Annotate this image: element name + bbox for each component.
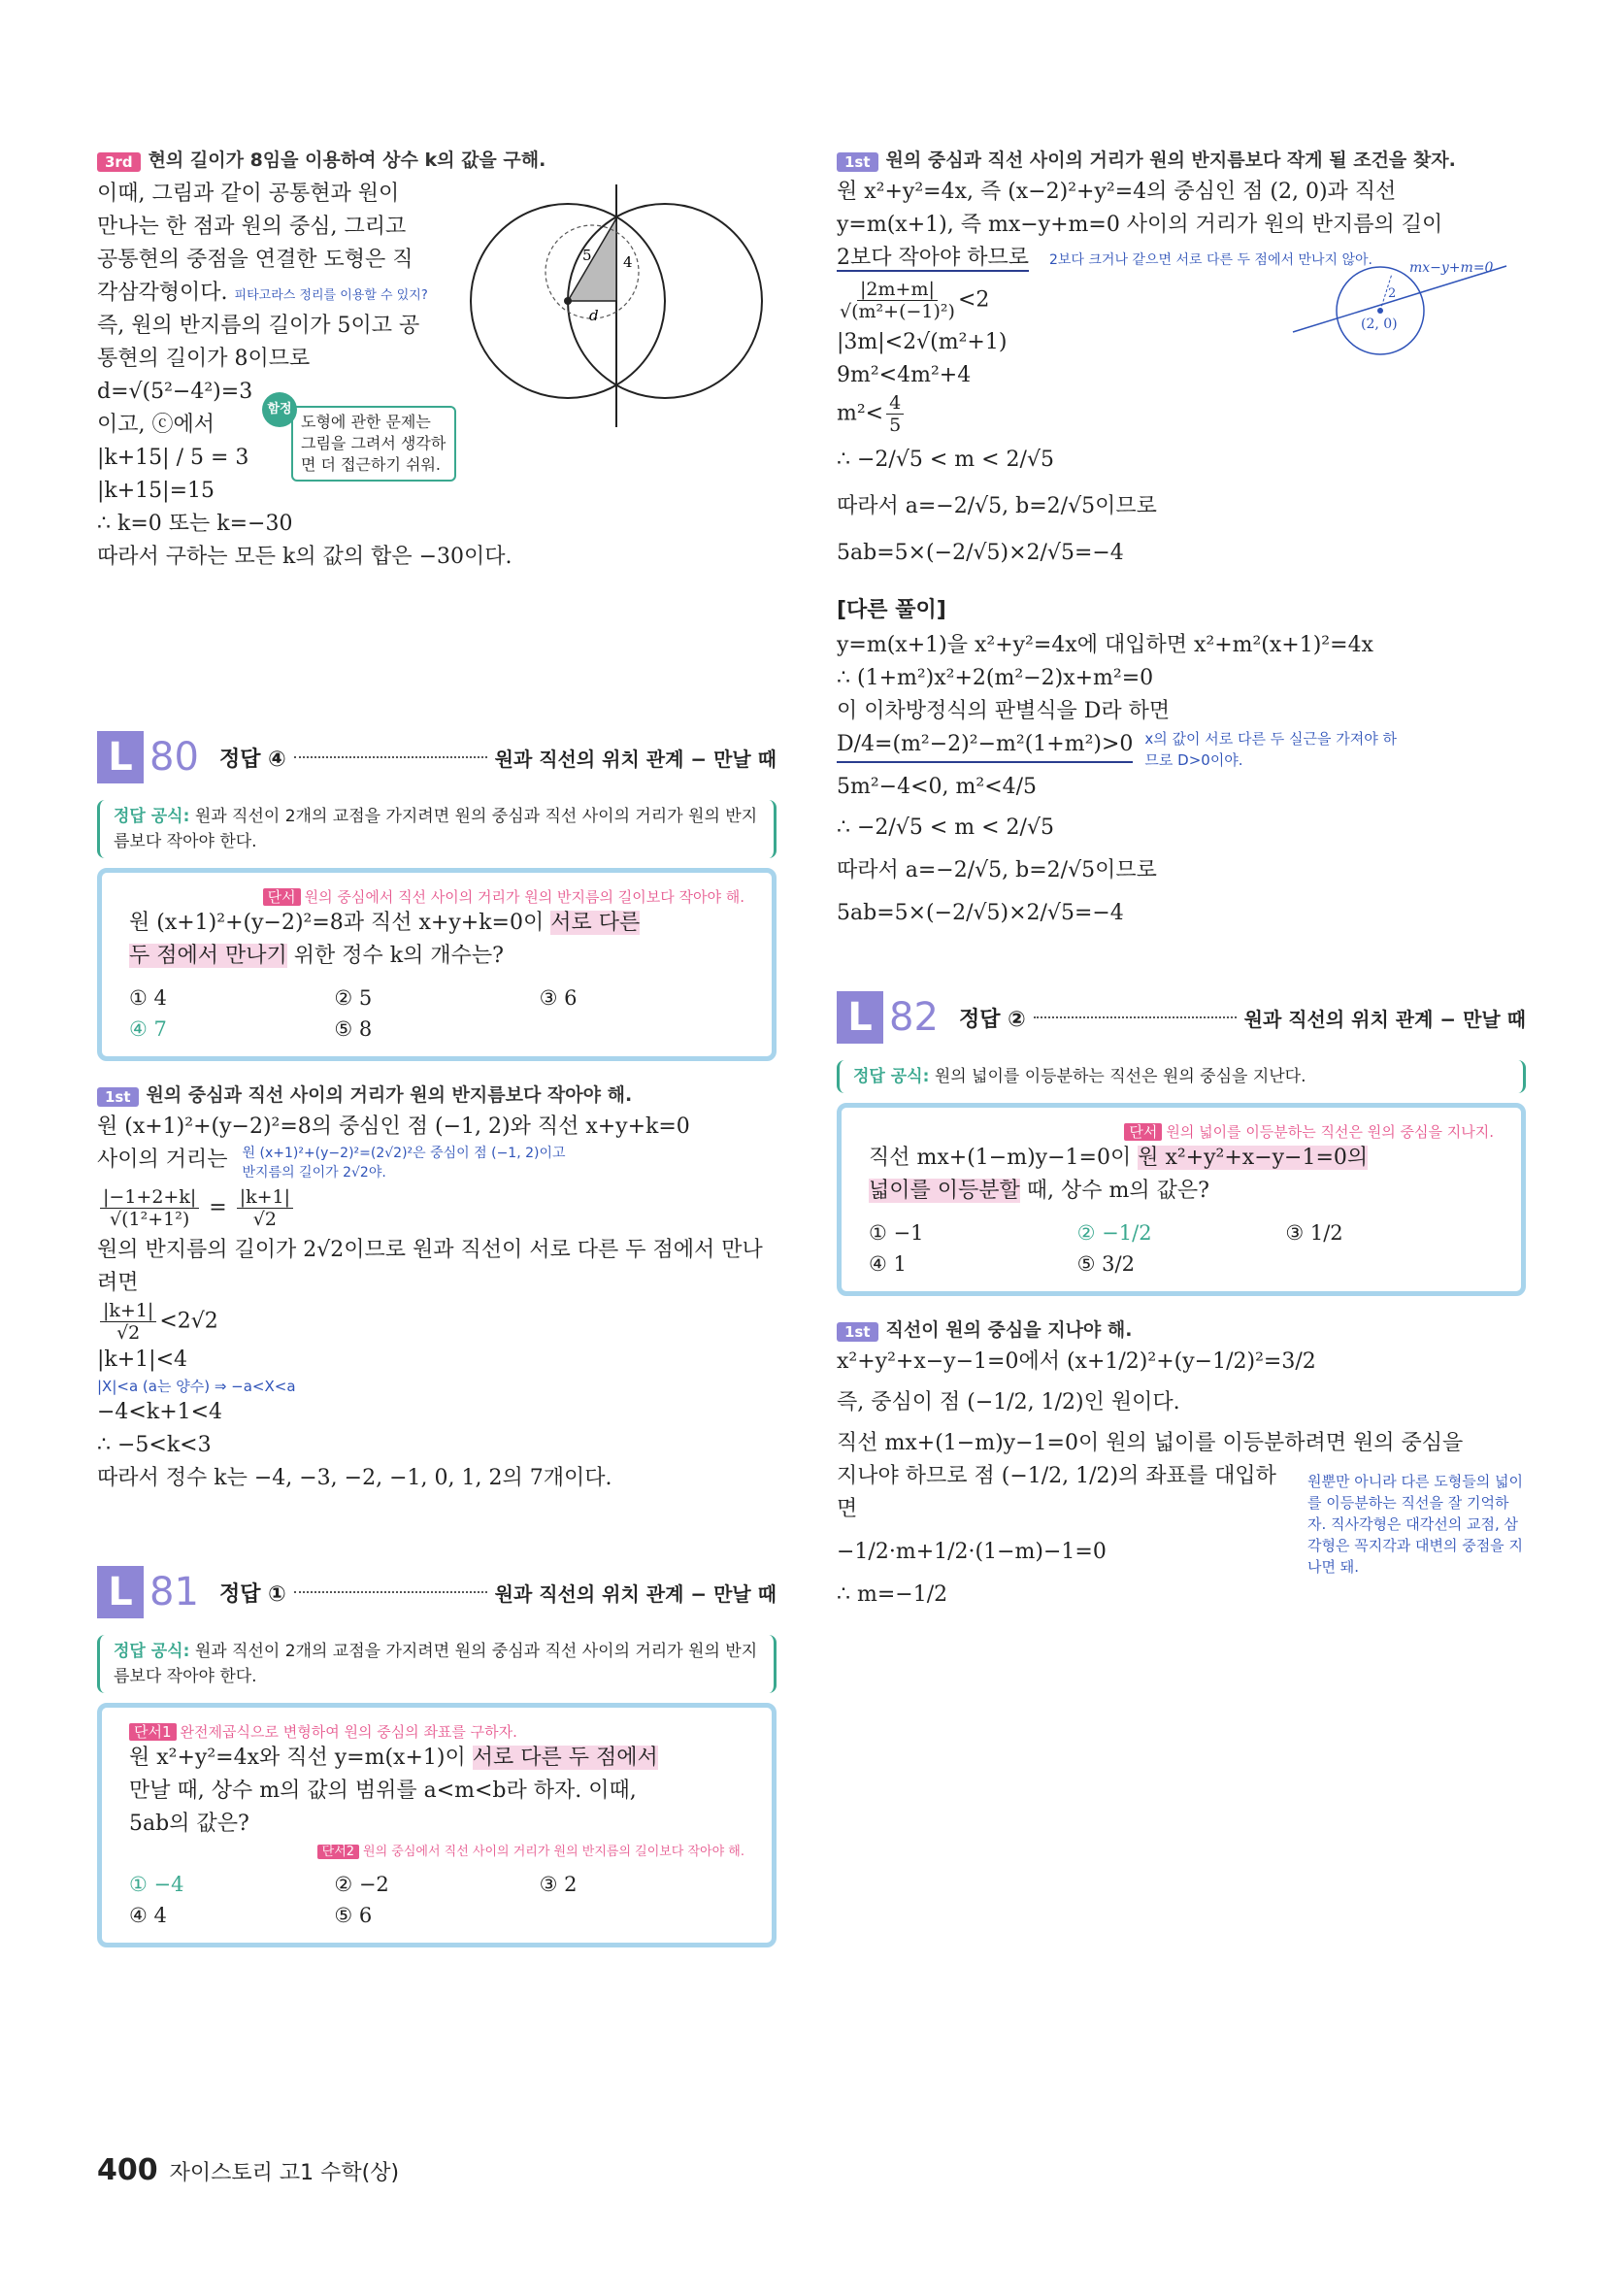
- equation: ∴ (1+m²)x²+2(m²−2)x+m²=0: [837, 666, 1154, 690]
- equation: 5ab=5×(−2/√5)×2/√5=−4: [837, 901, 1124, 925]
- l-badge: L: [97, 1566, 144, 1618]
- equation: d=√(5²−4²)=3: [97, 380, 253, 404]
- text-line: 즉, 중심이 점 (−1/2, 1/2)인 원이다.: [837, 1390, 1180, 1414]
- center-label: (2, 0): [1361, 316, 1398, 332]
- equation: $\frac{|2m+m|}{\text{√(m²+(−1)²)}}$ <2: [840, 279, 990, 322]
- question-text: 직선 mx+(1−m)y−1=0이 원 x²+y²+x−y−1=0의 넓이를 이등분할 때, 상수 m의 값은?: [869, 1146, 1369, 1203]
- problem-header-l81: [97, 1563, 777, 1621]
- equation: ∴ k=0 또는 k=−30: [97, 512, 293, 536]
- other-solution: [837, 629, 1526, 930]
- choice-3[interactable]: ③ 2: [539, 1873, 578, 1896]
- text-line: 원 x²+y²=4x, 즉 (x−2)²+y²=4의 중심인 점 (2, 0)과 직선: [837, 180, 1397, 204]
- problem-number: 80: [149, 735, 199, 780]
- callout-text: 도형에 관한 문제는 그림을 그려서 생각하면 더 접근하기 쉬워.: [291, 406, 456, 482]
- choice-3[interactable]: ③ 1/2: [1285, 1221, 1343, 1245]
- text-line: 이 이차방정식의 판별식을 D라 하면: [837, 699, 1171, 723]
- equation: $\frac{|-1+2+k|}{\text{√(1²+1²)}}$ = $\frac{|k+1|}{√2}$: [97, 1186, 777, 1230]
- step-tag: 1st: [837, 152, 878, 172]
- step-tag: 1st: [837, 1322, 878, 1342]
- equation: |k+1|<4: [97, 1348, 188, 1372]
- side-note: 2보다 크거나 같으면 서로 다른 두 점에서 만나지 않아.: [1049, 252, 1372, 268]
- equation: ∴ −5<k<3: [97, 1433, 212, 1457]
- text-line: 각삼각형이다.: [97, 281, 228, 305]
- equation: |k+15|=15: [97, 479, 215, 503]
- choices: [869, 1221, 1494, 1276]
- equation: ∴ −2/√5 < m < 2/√5: [837, 448, 1054, 472]
- l-badge: L: [837, 991, 883, 1044]
- topic-label: 원과 직선의 위치 관계 − 만날 때: [1243, 1007, 1526, 1031]
- equation: |k+15| / 5 = 3: [97, 446, 249, 470]
- leader-dots: [294, 1591, 487, 1593]
- question-box-l82: [837, 1103, 1526, 1296]
- conclusion: 따라서 구하는 모든 k의 값의 합은 −30이다.: [97, 545, 512, 569]
- answer-label: 정답 ②: [959, 1007, 1026, 1032]
- text-line: 지나야 하므로 점 (−1/2, 1/2)의 좌표를 대입하면: [837, 1464, 1276, 1521]
- equation: −4<k+1<4: [97, 1400, 223, 1424]
- step-tag: 3rd: [97, 152, 141, 172]
- radius-label: 2: [1388, 286, 1397, 301]
- text-line: y=m(x+1)을 x²+y²=4x에 대입하면 x²+m²(x+1)²=4x: [837, 633, 1373, 657]
- step-tag: 1st: [97, 1087, 139, 1107]
- text-line: 만나는 한 점과 원의 중심, 그리고: [97, 215, 407, 239]
- step3-section: [97, 146, 777, 631]
- formula-box: 정답 공식: 원의 넓이를 이등분하는 직선은 원의 중심을 지난다.: [837, 1060, 1526, 1093]
- book-title: 자이스토리 고1 수학(상): [169, 2161, 400, 2185]
- choice-2-correct[interactable]: ② −1/2: [1076, 1221, 1152, 1245]
- equation: 5m²−4<0, m²<4/5: [837, 775, 1038, 799]
- equation: ∴ −2/√5 < m < 2/√5: [837, 815, 1054, 840]
- side-note: x의 값이 서로 다른 두 실근을 가져야 하므로 D>0이야.: [1144, 730, 1398, 769]
- leader-dots: [294, 756, 487, 758]
- left-column: [97, 146, 777, 1947]
- equation: ∴ m=−1/2: [837, 1582, 948, 1607]
- choice-5[interactable]: ⑤ 8: [334, 1017, 373, 1041]
- choice-1-correct[interactable]: ① −4: [129, 1873, 184, 1896]
- choice-1[interactable]: ① 4: [129, 986, 167, 1010]
- choices: [129, 986, 744, 1041]
- solution-l81: 1st 원의 중심과 직선 사이의 거리가 원의 반지름보다 작게 될 조건을 찾자. 원 x²+y²=4x, 즉 (x−2)²+y²=4의 중심인 점 (2, 0)과 직선 y=m(x+1), 즉 mx−y+m=0 사이의 거리가 원의 반지름의 길이 2보다 작아야 하므로 2보다 크거나 같으면 서로 다른 두 점에서 만나지 않아. $\frac{|2m+m|}{\text{√(m²+(−1)²)}}$ <2 |3m|<2√(m²+1) 9m²<4m²+4 m²< $\frac{4}{5}$ ∴ −2/√5 < m < 2/√5 따라서 a=−2/√5, b=2/√5이므로 5ab=5×(−2/√5)×2/√5=−4 mx−y+m=0 (2, 0) 2: [837, 146, 1526, 570]
- choice-3[interactable]: ③ 6: [539, 986, 578, 1010]
- hint-2: 단서2 원의 중심에서 직선 사이의 거리가 원의 반지름의 길이보다 작아야 해.: [129, 1841, 744, 1859]
- choice-2[interactable]: ② −2: [334, 1873, 389, 1896]
- equation: 5ab=5×(−2/√5)×2/√5=−4: [837, 541, 1124, 565]
- answer-label: 정답 ①: [219, 1581, 286, 1607]
- text-line: 직선 mx+(1−m)y−1=0이 원의 넓이를 이등분하려면 원의 중심을: [837, 1431, 1464, 1455]
- choice-4[interactable]: ④ 4: [129, 1904, 167, 1927]
- choices: [129, 1873, 744, 1927]
- equation: −1/2·m+1/2·(1−m)−1=0: [837, 1540, 1107, 1564]
- callout: [267, 402, 456, 482]
- right-column: [837, 146, 1526, 1612]
- text-line: 려면: [97, 1271, 139, 1295]
- text-line: 원 (x+1)²+(y−2)²=8의 중심인 점 (−1, 2)와 직선 x+y+k=0: [97, 1115, 690, 1139]
- circles-figure: [456, 175, 777, 466]
- equation: m²< $\frac{4}{5}$: [837, 392, 1526, 436]
- label-four: 4: [623, 253, 633, 271]
- trap-badge: 함정: [262, 392, 297, 427]
- choice-4-correct[interactable]: ④ 7: [129, 1017, 167, 1041]
- solution-l82: 1st 직선이 원의 중심을 지나야 해. x²+y²+x−y−1=0에서 (x+1/2)²+(y−1/2)²=3/2 즉, 중심이 점 (−1/2, 1/2)인 원이다. 직선 mx+(1−m)y−1=0이 원의 넓이를 이등분하려면 원의 중심을 지나야 하므로 점 (−1/2, 1/2)의 좌표를 대입하면 −1/2·m+1/2·(1−m)−1=0 ∴ m=−1/2 원뿐만 아니라 다른 도형들의 넓이를 이등분하는 직선을 잘 기억하자. 직사각형은 대각선의 교점, 삼각형은 꼭지각과 대변의 중점을 지나면 돼.: [837, 1315, 1526, 1612]
- choice-5[interactable]: ⑤ 6: [334, 1904, 373, 1927]
- step3-title: 3rd 현의 길이가 8임을 이용하여 상수 k의 값을 구해.: [97, 146, 777, 172]
- equation: 9m²<4m²+4: [837, 363, 972, 387]
- right-triangle: [568, 218, 616, 301]
- problem-number: 81: [149, 1570, 199, 1614]
- problem-header-l80: [97, 728, 777, 786]
- center-dot: [1377, 308, 1383, 314]
- formula-box: 정답 공식: 원과 직선이 2개의 교점을 가지려면 원의 중심과 직선 사이의 거리가 원의 반지름보다 작아야 한다.: [97, 1635, 777, 1693]
- page-number: 400: [97, 2153, 158, 2187]
- center-note: 원 (x+1)²+(y−2)²=(2√2)²은 중심이 점 (−1, 2)이고 반지름의 길이가 2√2야.: [242, 1146, 566, 1181]
- problem-number: 82: [889, 995, 939, 1040]
- conclusion: 따라서 정수 k는 −4, −3, −2, −1, 0, 1, 2의 7개이다.: [97, 1466, 612, 1490]
- hint: 단서 원의 넓이를 이등분하는 직선은 원의 중심을 지나지.: [869, 1121, 1494, 1142]
- other-solution-title: [다른 풀이]: [837, 598, 946, 622]
- topic-label: 원과 직선의 위치 관계 − 만날 때: [494, 747, 777, 771]
- text-line: 이고, ⓒ에서: [97, 413, 215, 437]
- pythagoras-note: 피타고라스 정리를 이용할 수 있지?: [234, 288, 428, 303]
- label-d: d: [589, 307, 599, 324]
- problem-header-l82: [837, 988, 1526, 1047]
- l-badge: L: [97, 731, 144, 783]
- formula-box: 정답 공식: 원과 직선이 2개의 교점을 가지려면 원의 중심과 직선 사이의 거리가 원의 반지름보다 작아야 한다.: [97, 800, 777, 858]
- choice-2[interactable]: ② 5: [334, 986, 373, 1010]
- abs-note: |X|<a (a는 양수) ⇒ −a<X<a: [97, 1378, 296, 1395]
- line-label: mx−y+m=0: [1409, 260, 1494, 276]
- text-line: 원의 반지름의 길이가 2√2이므로 원과 직선이 서로 다른 두 점에서 만나: [97, 1238, 763, 1262]
- side-note: 원뿐만 아니라 다른 도형들의 넓이를 이등분하는 직선을 잘 기억하자. 직사각형은 대각선의 교점, 삼각형은 꼭지각과 대변의 중점을 지나면 돼.: [1307, 1473, 1523, 1576]
- text-line: 즉, 원의 반지름의 길이가 5이고 공: [97, 314, 420, 338]
- answer-label: 정답 ④: [219, 747, 286, 772]
- solution-l80: 1st 원의 중심과 직선 사이의 거리가 원의 반지름보다 작아야 해. 원 (x+1)²+(y−2)²=8의 중심인 점 (−1, 2)와 직선 x+y+k=0 사이의 거리는 원 (x+1)²+(y−2)²=(2√2)²은 중심이 점 (−1, 2)이고 반지름의 길이가 2√2야. $\frac{|-1+2+k|}{\text{√(1²+1²)}}$ = $\frac{|k+1|}{√2}$ 원의 반지름의 길이가 2√2이므로 원과 직선이 서로 다른 두 점에서 만나 려면 $\frac{|k+1|}{√2}$ <2√2 |k+1|<4 |X|<a (a는 양수) ⇒ −a<X<a −4<k+1<4 ∴ −5<k<3 따라서 정수 k는 −4, −3, −2, −1, 0, 1, 2의 7개이다.: [97, 1081, 777, 1495]
- equation: $\frac{|k+1|}{√2}$ <2√2: [97, 1300, 777, 1344]
- text-line: 공통현의 중점을 연결한 도형은 직: [97, 248, 413, 272]
- center-point: [564, 297, 572, 305]
- choice-4[interactable]: ④ 1: [869, 1252, 907, 1276]
- line-mx-y-m: [1293, 266, 1506, 332]
- question-text: 원 x²+y²=4x와 직선 y=m(x+1)이 서로 다른 두 점에서 만날 때, 상수 m의 값의 범위를 a<m<b라 하자. 이때, 5ab의 값은?: [129, 1746, 658, 1836]
- choice-1[interactable]: ① −1: [869, 1221, 924, 1245]
- equation: D/4=(m²−2)²−m²(1+m²)>0: [837, 728, 1133, 763]
- question-box-l80: [97, 868, 777, 1061]
- label-five: 5: [582, 247, 592, 264]
- equation: 따라서 a=−2/√5, b=2/√5이므로: [837, 858, 1157, 882]
- question-box-l81: [97, 1703, 777, 1947]
- hint: 단서 원의 중심에서 직선 사이의 거리가 원의 반지름의 길이보다 작아야 해.: [129, 886, 744, 907]
- choice-5[interactable]: ⑤ 3/2: [1076, 1252, 1135, 1276]
- equation: 따라서 a=−2/√5, b=2/√5이므로: [837, 494, 1157, 518]
- question-text: 원 (x+1)²+(y−2)²=8과 직선 x+y+k=0이 서로 다른 두 점에서 만나기 위한 정수 k의 개수는?: [129, 911, 641, 968]
- hint-1: 단서1 완전제곱식으로 변형하여 원의 중심의 좌표를 구하자.: [129, 1721, 744, 1742]
- equation: |3m|<2√(m²+1): [837, 330, 1008, 354]
- equation: x²+y²+x−y−1=0에서 (x+1/2)²+(y−1/2)²=3/2: [837, 1349, 1316, 1374]
- circle-line-figure: [1283, 252, 1516, 359]
- page-footer: [97, 2153, 399, 2187]
- topic-label: 원과 직선의 위치 관계 − 만날 때: [494, 1581, 777, 1606]
- text-line: y=m(x+1), 즉 mx−y+m=0 사이의 거리가 원의 반지름의 길이: [837, 213, 1443, 237]
- text-line: 이때, 그림과 같이 공통현과 원이: [97, 182, 400, 206]
- text-line: 통현의 길이가 8이므로: [97, 347, 311, 371]
- leader-dots: [1034, 1016, 1237, 1018]
